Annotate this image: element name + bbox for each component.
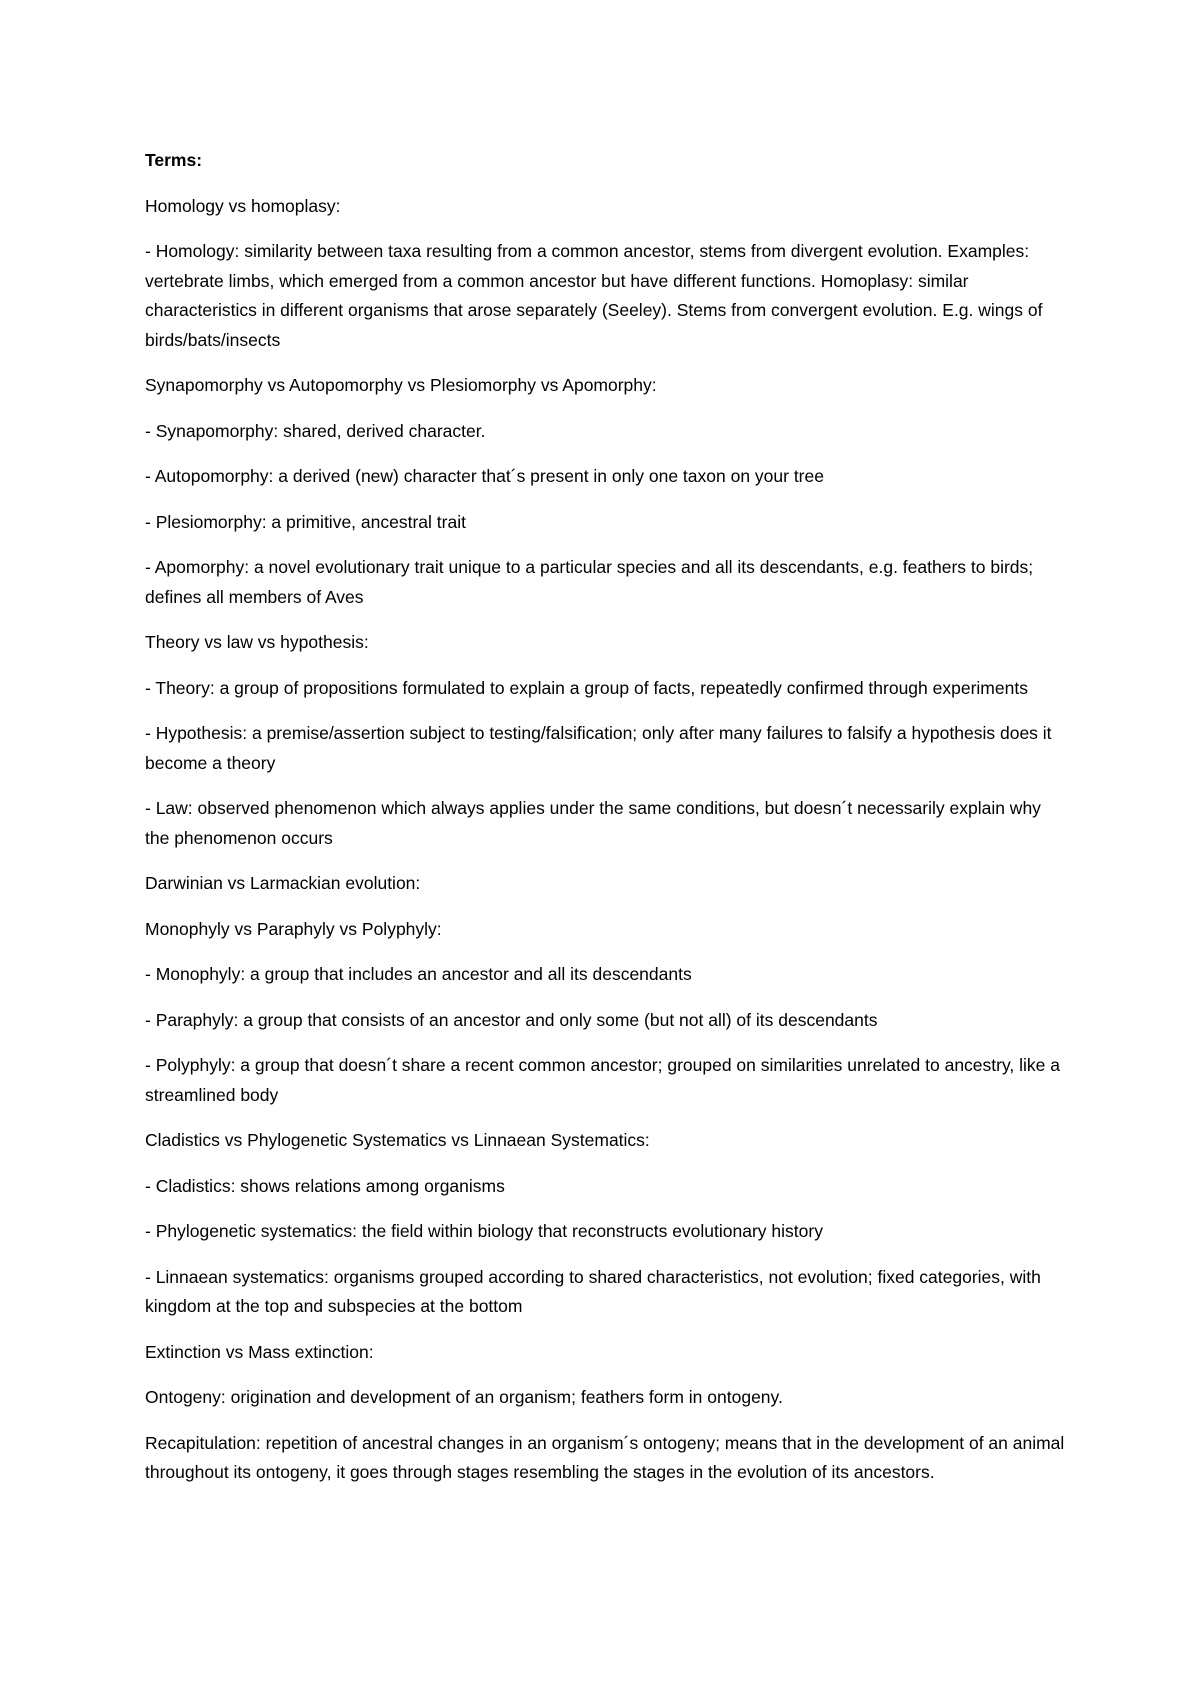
paragraph-paraphyly: - Paraphyly: a group that consists of an ancestor and only some (but not all) of its descendants <box>145 1009 878 1030</box>
paragraph-hypothesis: - Hypothesis: a premise/assertion subject to testing/falsification; only after many failures to falsify a hypothesis does it become a theory <box>145 723 1052 773</box>
section-heading-phyly: Monophyly vs Paraphyly vs Polyphyly: <box>145 918 442 939</box>
paragraph-phylogenetic-systematics: - Phylogenetic systematics: the field within biology that reconstructs evolutionary history <box>145 1221 823 1241</box>
document-body <box>145 146 1065 1504</box>
paragraph-linnaean-systematics: - Linnaean systematics: organisms grouped according to shared characteristics, not evolution; fixed categories, with kingdom at the top and subspecies at the bottom <box>145 1266 1041 1316</box>
section-heading-evolution: Darwinian vs Larmackian evolution: <box>145 873 421 893</box>
section-heading-systematics: Cladistics vs Phylogenetic Systematics vs Linnaean Systematics: <box>145 1130 650 1150</box>
paragraph-polyphyly: - Polyphyly: a group that doesn´t share a recent common ancestor; grouped on similarities unrelated to ancestry, like a streamlined body <box>145 1055 1061 1105</box>
paragraph-synapomorphy: - Synapomorphy: shared, derived character. <box>145 420 486 441</box>
section-heading-theory: Theory vs law vs hypothesis: <box>145 632 369 652</box>
paragraph-apomorphy: - Apomorphy: a novel evolutionary trait unique to a particular species and all its descendants, e.g. feathers to birds; defines all members of Aves <box>145 557 1034 607</box>
paragraph-ontogeny: Ontogeny: origination and development of an organism; feathers form in ontogeny. <box>145 1387 783 1407</box>
paragraph-homology: - Homology: similarity between taxa resulting from a common ancestor, stems from divergent evolution. Examples: vertebrate limbs, which emerged from a common ancestor but have different functions. Homoplasy: similar characteristics in different organisms that arose separately (Seeley). Stems from convergent evolution. E.g. wings of birds/bats/insects <box>145 241 1043 350</box>
paragraph-cladistics: - Cladistics: shows relations among organisms <box>145 1175 505 1196</box>
paragraph-autopomorphy: - Autopomorphy: a derived (new) character that´s present in only one taxon on your tree <box>145 466 824 486</box>
paragraph-recapitulation: Recapitulation: repetition of ancestral changes in an organism´s ontogeny; means that in the development of an animal throughout its ontogeny, it goes through stages resembling the stages in the evolution of its ancestors. <box>145 1432 1065 1482</box>
paragraph-law: - Law: observed phenomenon which always applies under the same conditions, but doesn´t necessarily explain why the phenomenon occurs <box>145 798 1041 848</box>
section-heading-extinction: Extinction vs Mass extinction: <box>145 1341 374 1362</box>
section-heading-homology: Homology vs homoplasy: <box>145 195 341 216</box>
paragraph-monophyly: - Monophyly: a group that includes an ancestor and all its descendants <box>145 964 692 984</box>
section-heading-synapomorphy: Synapomorphy vs Autopomorphy vs Plesiomorphy vs Apomorphy: <box>145 375 657 395</box>
paragraph-plesiomorphy: - Plesiomorphy: a primitive, ancestral trait <box>145 511 466 532</box>
paragraph-theory: - Theory: a group of propositions formulated to explain a group of facts, repeatedly confirmed through experiments <box>145 677 1028 698</box>
document-title: Terms: <box>145 150 203 170</box>
